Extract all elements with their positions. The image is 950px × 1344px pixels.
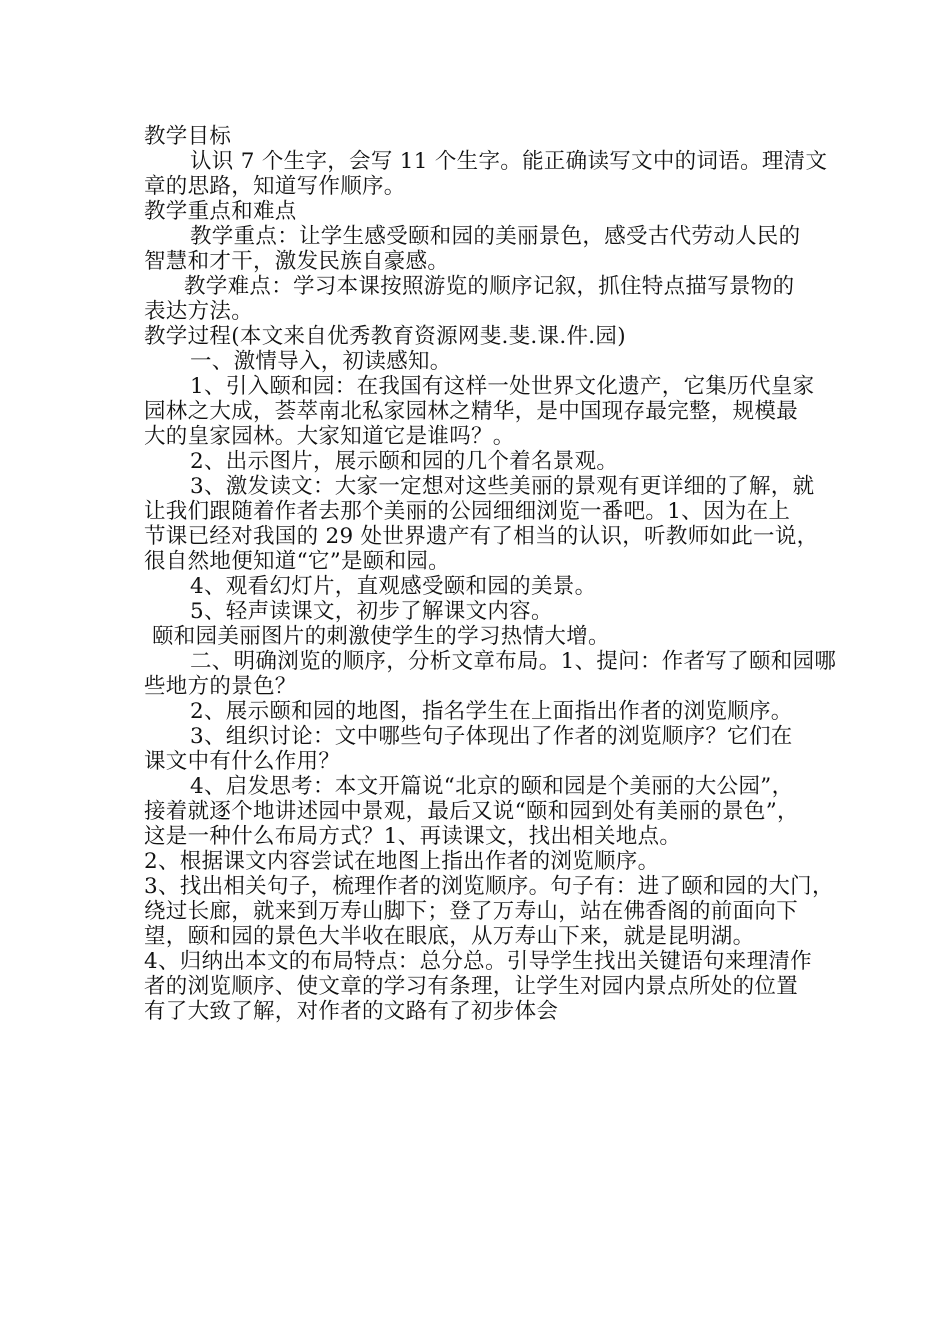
- text-line: 3、组织讨论：文中哪些句子体现出了作者的浏览顺序？它们在: [190, 724, 793, 749]
- text-line: 些地方的景色？: [144, 674, 297, 699]
- text-line: 让我们跟随着作者去那个美丽的公园细细浏览一番吧。1、因为在上: [144, 499, 791, 524]
- text-line: 大的皇家园林。大家知道它是谁吗？。: [144, 424, 515, 449]
- text-line: 二、明确浏览的顺序，分析文章布局。1、提问：作者写了颐和园哪: [190, 649, 837, 674]
- text-line: 颐和园美丽图片的刺激使学生的学习热情大增。: [152, 624, 610, 649]
- text-line: 认识 7 个生字，会写 11 个生字。能正确读写文中的词语。理清文: [190, 149, 828, 174]
- text-line: 望，颐和园的景色大半收在眼底，从万寿山下来，就是昆明湖。: [144, 924, 755, 949]
- text-line: 节课已经对我国的 29 处世界遗产有了相当的认识，听教师如此一说，: [144, 524, 819, 549]
- text-line: 有了大致了解，对作者的文路有了初步体会: [144, 999, 559, 1024]
- text-line: 1、引入颐和园：在我国有这样一处世界文化遗产，它集历代皇家: [190, 374, 815, 399]
- document-body: [144, 124, 837, 1024]
- text-line: 绕过长廊，就来到万寿山脚下；登了万寿山，站在佛香阁的前面向下: [144, 899, 799, 924]
- text-line: 2、出示图片，展示颐和园的几个着名景观。: [190, 449, 619, 474]
- text-line: 3、找出相关句子，梳理作者的浏览顺序。句子有：进了颐和园的大门，: [144, 874, 834, 899]
- section-heading: 教学目标: [144, 124, 232, 149]
- text-line: 5、轻声读课文，初步了解课文内容。: [190, 599, 553, 624]
- text-line: 2、根据课文内容尝试在地图上指出作者的浏览顺序。: [144, 849, 660, 874]
- text-line: 智慧和才干，激发民族自豪感。: [144, 249, 450, 274]
- text-line: 4、归纳出本文的布局特点：总分总。引导学生找出关键语句来理清作: [144, 949, 812, 974]
- section-heading: 教学重点和难点: [144, 199, 297, 224]
- text-line: 园林之大成，荟萃南北私家园林之精华，是中国现存最完整，规模最: [144, 399, 799, 424]
- text-line: 这是一种什么布局方式？1、再读课文，找出相关地点。: [144, 824, 682, 849]
- text-line: 4、观看幻灯片，直观感受颐和园的美景。: [190, 574, 597, 599]
- text-line: 2、展示颐和园的地图，指名学生在上面指出作者的浏览顺序。: [190, 699, 793, 724]
- text-line: 接着就逐个地讲述园中景观，最后又说“颐和园到处有美丽的景色”，: [144, 799, 799, 824]
- text-line: 教学难点：学习本课按照游览的顺序记叙，抓住特点描写景物的: [184, 274, 795, 299]
- text-line: 3、激发读文：大家一定想对这些美丽的景观有更详细的了解，就: [190, 474, 815, 499]
- text-line: 很自然地便知道“它”是颐和园。: [144, 549, 450, 574]
- text-line: 者的浏览顺序、使文章的学习有条理，让学生对园内景点所处的位置: [144, 974, 799, 999]
- text-line: 课文中有什么作用？: [144, 749, 341, 774]
- text-line: 教学重点：让学生感受颐和园的美丽景色，感受古代劳动人民的: [190, 224, 801, 249]
- text-line: 一、激情导入，初读感知。: [190, 349, 452, 374]
- text-line: 表达方法。: [144, 299, 254, 324]
- section-heading: 教学过程(本文来自优秀教育资源网斐.斐.课.件.园): [144, 324, 626, 349]
- text-line: 章的思路，知道写作顺序。: [144, 174, 406, 199]
- text-line: 4、启发思考：本文开篇说“北京的颐和园是个美丽的大公园”，: [190, 774, 794, 799]
